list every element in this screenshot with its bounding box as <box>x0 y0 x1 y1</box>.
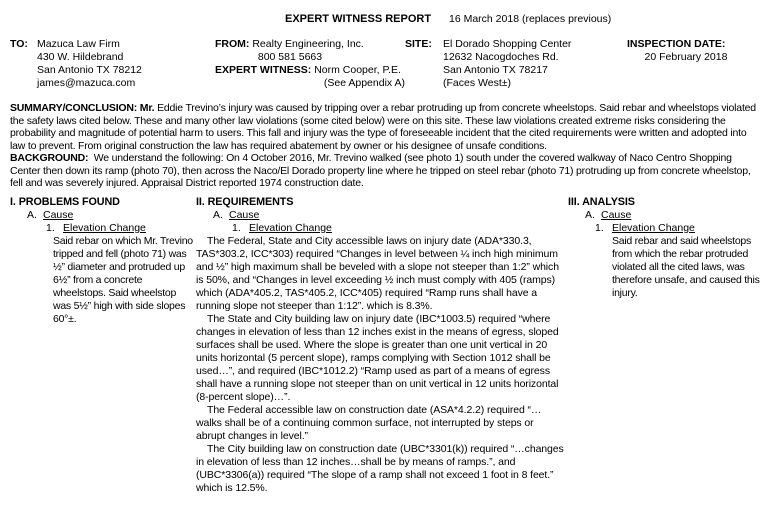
analysis-body-paragraph: Said rebar and said wheelstops from which the rebar protruded violated all the cited laws, was therefore unsafe, and caused this injury. <box>612 235 760 299</box>
analysis-sub-line <box>568 209 765 222</box>
background-paragraph <box>10 152 762 190</box>
requirements-item-line <box>196 222 564 235</box>
requirements-body-paragraph: The State and City building law on injury date (IBC*1003.5) required “where changes in elevation of less than 12 inches exist in the means of egress, sloped surfaces shall be used. Where the slope is greater than one unit vertical in 20 units horizontal (5 percent slope), ramps complying with Section 1012 shall be used…”, and required (IBC*1012.2) “Ramp used as part of a means of egress shall have a running slope not steeper than on unit vertical in 12 units horizontal (8-percent slope)…”. <box>196 313 559 403</box>
problems-sub-title: Cause <box>43 209 74 221</box>
summary-background-block <box>10 102 762 190</box>
to-line-1 <box>10 38 190 51</box>
appendix-note: (See Appendix A) <box>323 77 405 89</box>
expert-witness-name: Norm Cooper, P.E. <box>314 64 401 76</box>
from-phone: 800 581 5663 <box>257 51 323 63</box>
requirements-body-paragraph: The Federal, State and City accessible laws on injury date (ADA*330.3, TAS*303.2, ICC*303) required “Changes in level between ¼ inch high minimum and ½” high maximum shall be beveled with a slope not steeper than 1:2” which is 50%, and “Changes in level exceeding ½ inch must comply with 405 (ramps) which (ADA*405.2, TAS*405.2, ICC*405) required “Ramp runs shall have a running slope not steeper than 1:12”. which is 8.3%. <box>196 235 559 312</box>
site-label: SITE: <box>405 38 432 50</box>
requirements-sub-title: Cause <box>229 209 260 221</box>
to-address-line: 430 W. Hildebrand <box>37 51 124 63</box>
requirements-item-title: Elevation Change <box>249 222 332 234</box>
problems-item-line <box>10 222 194 235</box>
summary-text: Eddie Trevino’s injury was caused by tripping over a rebar protruding up from concrete wheelstops. Said rebar and wheelstops violated the safety laws cited below. These and many other law violations (some cited below) were on this site. These law violations created extreme risks considering the probability and magnitude of potential harm to users. This fall and injury was the type of foreseeable incident that the cited requirements were written and adopted into law to prevent. From original construction the law has required abatement by owner or his designee of unsafe conditions. <box>10 102 756 152</box>
problems-column <box>10 196 194 326</box>
expert-witness-line <box>215 64 405 77</box>
site-block <box>405 38 595 90</box>
analysis-item-number: 1. <box>595 222 604 234</box>
problems-heading: I. PROBLEMS FOUND <box>10 196 120 208</box>
site-line-1 <box>405 38 595 51</box>
expert-witness-label: EXPERT WITNESS: <box>215 64 312 76</box>
site-address-line: San Antonio TX 78217 <box>443 64 548 76</box>
report-title: EXPERT WITNESS REPORT <box>285 13 432 25</box>
summary-paragraph <box>10 102 762 152</box>
requirements-body-paragraph: The Federal accessible law on construction date (ASA*4.2.2) required “…walks shall be of a continuing common surface, not interrupted by steps or abrupt changes in level.” <box>196 404 542 442</box>
analysis-column <box>568 196 765 300</box>
requirements-body-paragraph: The City building law on construction date (UBC*3301(k)) required “…changes in elevation of less than 12 inches…shall be by means of ramps.”, and (UBC*3306(a)) required “The slope of a ramp shall not exceed 1 foot in 8 feet.” which is 12.5%. <box>196 443 564 494</box>
analysis-item-line <box>568 222 765 235</box>
to-block <box>10 38 190 90</box>
requirements-sub-line <box>196 209 564 222</box>
summary-label: SUMMARY/CONCLUSION: Mr. <box>10 102 155 114</box>
site-orientation: (Faces West±) <box>443 77 511 89</box>
to-recipient: Mazuca Law Firm <box>37 38 120 50</box>
background-label: BACKGROUND: <box>10 152 89 164</box>
from-block <box>215 38 405 90</box>
to-label: TO: <box>10 38 28 50</box>
problems-item-number: 1. <box>46 222 55 234</box>
from-company: Realty Engineering, Inc. <box>252 38 364 50</box>
to-address-line: San Antonio TX 78212 <box>37 64 142 76</box>
site-name: El Dorado Shopping Center <box>443 38 572 50</box>
analysis-sub-label: A. <box>585 209 595 221</box>
requirements-item-number: 1. <box>232 222 241 234</box>
problems-sub-label: A. <box>27 209 37 221</box>
analysis-heading: III. ANALYSIS <box>568 196 635 208</box>
analysis-item-title: Elevation Change <box>612 222 695 234</box>
to-email: james@mazuca.com <box>37 77 136 89</box>
from-label: FROM: <box>215 38 250 50</box>
requirements-heading: II. REQUIREMENTS <box>196 196 294 208</box>
site-address-line: 12632 Nacogdoches Rd. <box>443 51 559 63</box>
inspection-block <box>627 38 747 64</box>
problems-body-paragraph: Said rebar on which Mr. Trevino tripped and fell (photo 71) was ½” diameter and protruded up 6½” from a concrete wheelstops. Said wheelstop was 5½” high with side slopes 60°±. <box>53 235 193 325</box>
report-date-note: 16 March 2018 (replaces previous) <box>449 13 612 25</box>
requirements-sub-label: A. <box>213 209 223 221</box>
inspection-date-label: INSPECTION DATE: <box>627 38 726 50</box>
background-text: We understand the following: On 4 October 2016, Mr. Trevino walked (see photo 1) south under the covered walkway of Naco Centro Shopping Center then down its ramp (photo 70), then across the Naco/El Dorado property line where he tripped on steel rebar (photo 71) protruding up from concrete wheelstop, fell and was severely injured. Appraisal District reported 1974 construction date. <box>10 152 751 189</box>
analysis-sub-title: Cause <box>601 209 632 221</box>
problems-sub-line <box>10 209 194 222</box>
from-line-1 <box>215 38 405 51</box>
title-row <box>285 13 611 25</box>
problems-item-title: Elevation Change <box>63 222 146 234</box>
requirements-column <box>196 196 564 495</box>
inspection-date-value: 20 February 2018 <box>644 51 728 63</box>
